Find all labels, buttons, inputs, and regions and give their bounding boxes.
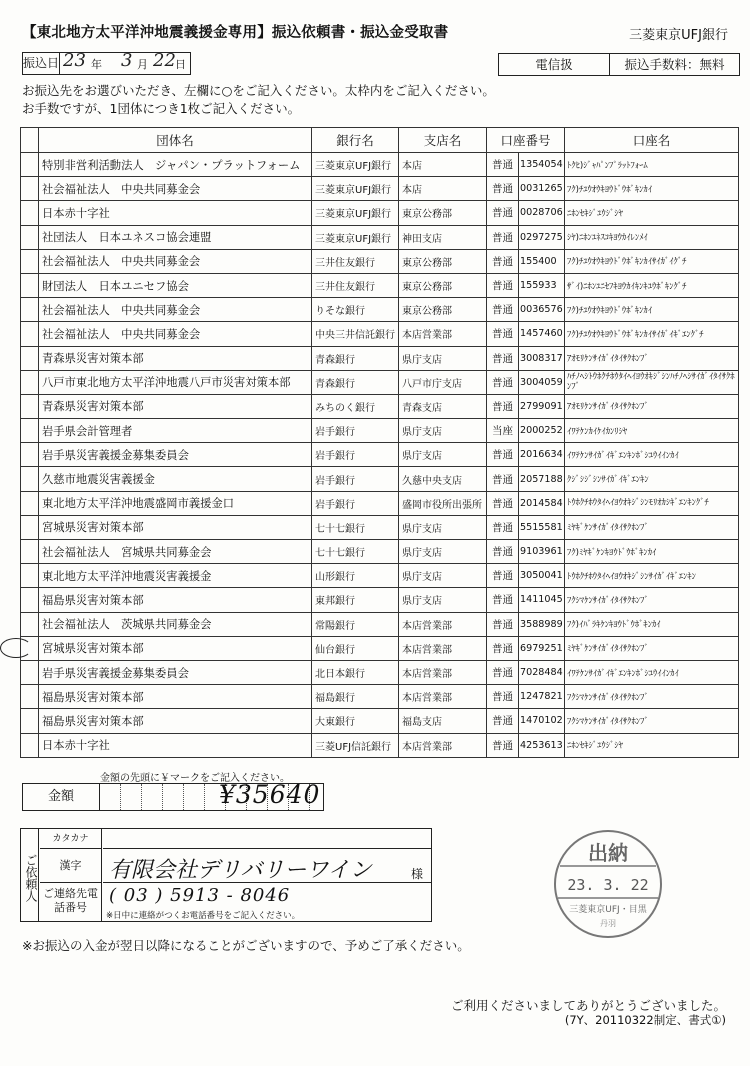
bank-name-cell: 三菱東京UFJ銀行 [312,153,399,177]
account-number-cell: 3050041 [519,564,565,588]
bank-name-cell: 大東銀行 [312,709,399,733]
fee-label: 振込手数料：無料 [624,57,725,72]
account-type-cell: 普通 [487,443,519,467]
org-name-cell: 東北地方太平洋沖地震盛岡市義援金口 [39,491,312,515]
stamp-bottom-text: 三菱東京UFJ・目黒 [569,905,647,915]
transfer-date-label: 振込日 [23,53,60,74]
bank-name-cell: 岩手銀行 [312,467,399,491]
kana-field[interactable] [103,829,431,849]
amount-digit-cell [142,784,163,810]
bank-name-cell: 三菱東京UFJ銀行 [312,201,399,225]
select-column-header [21,128,39,153]
amount-digit-cell [184,784,205,810]
month-handwritten: 3 [121,50,133,71]
account-name-cell: ﾊﾁﾉﾍｼﾄｳﾎｸﾁﾎｳﾀｲﾍｲﾖｳｵｷｼﾞｼﾝﾊﾁﾉﾍｼｻｲｶﾞｲﾀｲｻｸﾎﾝﾌﾞ [565,370,739,394]
table-row[interactable] [21,612,739,636]
select-cell[interactable] [21,394,39,418]
select-cell[interactable] [21,660,39,684]
account-type-cell: 普通 [487,322,519,346]
org-name-cell: 福島県災害対策本部 [39,588,312,612]
requester-side-label: ご依頼人 [21,829,39,921]
org-name-cell: 社会福祉法人 宮城県共同募金会 [39,540,312,564]
instruction-line-2: お手数ですが、1団体につき1枚ご記入ください。 [22,101,301,116]
table-row[interactable] [21,709,739,733]
account-name-cell: ｲﾜﾃｹﾝｶｲｹｲｶﾝﾘｼﾔ [565,419,739,443]
select-cell[interactable] [21,322,39,346]
account-name-cell: ｱｵﾓﾘｹﾝｻｲｶﾞｲﾀｲｻｸﾎﾝﾌﾞ [565,346,739,370]
org-name-cell: 青森県災害対策本部 [39,394,312,418]
form-title: 【東北地方太平洋沖地震義援金専用】振込依頼書・振込金受取書 [22,25,449,41]
requester-box [20,828,432,922]
account-type-cell: 普通 [487,153,519,177]
account-type-cell: 普通 [487,201,519,225]
org-name-cell: 日本赤十字社 [39,733,312,757]
bank-name-cell: 青森銀行 [312,370,399,394]
branch-name-cell: 東京公務部 [399,249,487,273]
branch-name-cell: 東京公務部 [399,273,487,297]
bank-name-cell: 七十七銀行 [312,515,399,539]
select-cell[interactable] [21,685,39,709]
select-cell[interactable] [21,201,39,225]
amount-digit-cell [163,784,184,810]
account-name-cell: ﾌｸｼﾏｹﾝｻｲｶﾞｲﾀｲｻｸﾎﾝﾌﾞ [565,685,739,709]
kanji-label: 漢字 [40,849,102,883]
branch-name-cell: 県庁支店 [399,588,487,612]
stamp-graphic [552,828,664,940]
select-cell[interactable] [21,733,39,757]
account-name-cell: ﾌｸｼﾏｹﾝｻｲｶﾞｲﾀｲｻｸﾎﾝﾌﾞ [565,588,739,612]
branch-name-cell: 東京公務部 [399,298,487,322]
org-name-cell: 久慈市地震災害義援金 [39,467,312,491]
select-cell[interactable] [21,491,39,515]
month-label: 月 [137,58,148,71]
account-type-cell: 普通 [487,564,519,588]
select-cell[interactable] [21,249,39,273]
select-cell[interactable] [21,273,39,297]
branch-name-cell: 県庁支店 [399,443,487,467]
account-number-cell: 0297275 [519,225,565,249]
org-name-cell: 社会福祉法人 中央共同募金会 [39,298,312,322]
day-handwritten: 22 [153,50,176,71]
branch-name-cell: 青森支店 [399,394,487,418]
table-row[interactable] [21,298,739,322]
account-number-cell: 1457460 [519,322,565,346]
account-name-cell: ﾆﾎﾝｾｷｼﾞﾕｳｼﾞｼﾔ [565,733,739,757]
table-row[interactable] [21,491,739,515]
account-name-cell: ﾌｸ)ﾁﾕｳｵｳｷﾖｳﾄﾞｳﾎﾞｷﾝｶｲ [565,298,739,322]
org-name-cell: 青森県災害対策本部 [39,346,312,370]
amount-digit-cell [100,784,121,810]
stamp-top-text: 出納 [588,841,628,865]
account-type-cell: 普通 [487,733,519,757]
account-type-cell: 普通 [487,709,519,733]
bank-name-cell: 岩手銀行 [312,419,399,443]
phone-note: ※日中に連絡がつくお電話番号をご記入ください。 [106,911,301,921]
branch-column-header: 支店名 [399,128,487,153]
account-type-cell: 普通 [487,467,519,491]
bank-name-cell: 青森銀行 [312,346,399,370]
account-type-cell: 普通 [487,491,519,515]
org-name-cell: 社会福祉法人 中央共同募金会 [39,249,312,273]
org-name-cell: 社会福祉法人 中央共同募金会 [39,177,312,201]
account-number-cell: 1247821 [519,685,565,709]
account-number-cell: 1354054 [519,153,565,177]
branch-name-cell: 本店営業部 [399,636,487,660]
account-name-cell: ｱｵﾓﾘｹﾝｻｲｶﾞｲﾀｲｻｸﾎﾝﾌﾞ [565,394,739,418]
select-cell[interactable] [21,443,39,467]
table-row[interactable] [21,515,739,539]
contact-label: ご連絡先電話番号 [40,883,102,921]
org-name-cell: 岩手県会計管理者 [39,419,312,443]
selection-circle-mark [0,638,32,658]
bank-name-cell: 北日本銀行 [312,660,399,684]
bank-name-cell: 常陽銀行 [312,612,399,636]
table-row[interactable] [21,443,739,467]
account-name-cell: ﾌｸｼﾏｹﾝｻｲｶﾞｲﾀｲｻｸﾎﾝﾌﾞ [565,709,739,733]
year-label: 年 [91,58,102,71]
account-type-cell: 普通 [487,273,519,297]
org-name-cell: 社会福祉法人 茨城県共同募金会 [39,612,312,636]
select-cell[interactable] [21,225,39,249]
branch-name-cell: 東京公務部 [399,201,487,225]
bank-name-cell: 三菱東京UFJ銀行 [312,225,399,249]
org-name-cell: 宮城県災害対策本部 [39,515,312,539]
org-name-cell: 福島県災害対策本部 [39,709,312,733]
account-type-cell: 普通 [487,298,519,322]
select-cell[interactable] [21,419,39,443]
amount-note: 金額の先頭に￥マークをご記入ください。 [100,773,290,784]
account-number-cell: 0031265 [519,177,565,201]
account-type-cell: 普通 [487,636,519,660]
kana-label: カタカナ [40,829,102,849]
table-row[interactable] [21,733,739,757]
transfer-date-box[interactable] [22,52,191,75]
account-number-cell: 0028706 [519,201,565,225]
branch-name-cell: 神田支店 [399,225,487,249]
select-cell[interactable] [21,298,39,322]
account-name-cell: ﾌｸ)ﾁﾕｳｵｳｷﾖｳﾄﾞｳﾎﾞｷﾝｶｲｻｲｶﾞｲｸﾞﾁ [565,249,739,273]
account-type-cell: 普通 [487,225,519,249]
account-type-cell: 普通 [487,685,519,709]
table-row[interactable] [21,636,739,660]
account-type-cell: 普通 [487,660,519,684]
branch-name-cell: 久慈中央支店 [399,467,487,491]
thanks-message: ご利用くださいましてありがとうございました。 [450,998,726,1013]
account-number-cell: 3004059 [519,370,565,394]
account-name-cell: ﾌｸ)ﾐﾔｷﾞｹﾝｷﾖｳﾄﾞｳﾎﾞｷﾝｶｲ [565,540,739,564]
bank-name-cell: 福島銀行 [312,685,399,709]
account-name-cell: ｲﾜﾃｹﾝｻｲｶﾞｲｷﾞｴﾝｷﾝﾎﾞｼﾕｳｲｲﾝｶｲ [565,443,739,467]
select-cell[interactable] [21,467,39,491]
table-row[interactable] [21,419,739,443]
bank-name-cell: 中央三井信託銀行 [312,322,399,346]
bank-name-cell: 三菱東京UFJ銀行 [312,177,399,201]
instructions [22,82,495,118]
account-name-cell: ﾄｳﾎｸﾁﾎｳﾀｲﾍｲﾖｳｵｷｼﾞｼﾝﾓﾘｵｶｼｷﾞｴﾝｷﾝｸﾞﾁ [565,491,739,515]
select-cell[interactable] [21,515,39,539]
table-row[interactable] [21,346,739,370]
account-number-cell: 3008317 [519,346,565,370]
branch-name-cell: 八戸市庁支店 [399,370,487,394]
branch-name-cell: 県庁支店 [399,419,487,443]
account-name-cell: ﾌｸ)ｲﾊﾞﾗｷｹﾝｷﾖｳﾄﾞｳﾎﾞｷﾝｶｲ [565,612,739,636]
table-row[interactable] [21,685,739,709]
bank-column-header: 銀行名 [312,128,399,153]
account-type-cell: 普通 [487,515,519,539]
select-cell[interactable] [21,588,39,612]
account-name-cell: ﾌｸ)ﾁﾕｳｵｳｷﾖｳﾄﾞｳﾎﾞｷﾝｶｲ [565,177,739,201]
bank-name-cell: 岩手銀行 [312,491,399,515]
account-number-cell: 5515581 [519,515,565,539]
account-number-cell: 0036576 [519,298,565,322]
account-number-cell: 155400 [519,249,565,273]
org-name-cell: 社会福祉法人 中央共同募金会 [39,322,312,346]
branch-name-cell: 県庁支店 [399,346,487,370]
year-handwritten: 23 [63,50,86,71]
org-name-cell: 岩手県災害義援金募集委員会 [39,443,312,467]
table-header-row [21,128,739,153]
account-number-cell: 2014584 [519,491,565,515]
day-label: 日 [175,58,186,71]
account-number-cell: 9103961 [519,540,565,564]
telegraphic-label: 電信扱 [499,54,610,75]
table-row[interactable] [21,225,739,249]
honorific-sama: 様 [410,867,423,881]
select-cell[interactable] [21,540,39,564]
bank-name-cell: 三井住友銀行 [312,249,399,273]
account-name-cell: ﾌｸ)ﾁﾕｳｵｳｷﾖｳﾄﾞｳﾎﾞｷﾝｶｲｻｲｶﾞｲｷﾞｴﾝｸﾞﾁ [565,322,739,346]
table-row[interactable] [21,540,739,564]
bank-name-cell: 東邦銀行 [312,588,399,612]
account-name-cell: ﾐﾔｷﾞｹﾝｻｲｶﾞｲﾀｲｻｸﾎﾝﾌﾞ [565,515,739,539]
account-name-cell: ｻﾞｲ)ﾆﾎﾝﾕﾆｾﾌｷﾖｳｶｲｷﾝｷﾕｳﾎﾞｷﾝｸﾞﾁ [565,273,739,297]
branch-name-cell: 県庁支店 [399,564,487,588]
account-type-cell: 普通 [487,177,519,201]
bank-name-cell: 三菱UFJ信託銀行 [312,733,399,757]
account-name-cell: ｲﾜﾃｹﾝｻｲｶﾞｲｷﾞｴﾝｷﾝﾎﾞｼﾕｳｲｲﾝｶｲ [565,660,739,684]
select-cell[interactable] [21,612,39,636]
bank-name-cell: みちのく銀行 [312,394,399,418]
branch-name-cell: 本店 [399,177,487,201]
amount-label: 金額 [23,784,100,810]
org-name-cell: 特別非営利活動法人 ジャパン・プラットフォーム [39,153,312,177]
table-row[interactable] [21,249,739,273]
table-row[interactable] [21,588,739,612]
bank-name-cell: 岩手銀行 [312,443,399,467]
deposit-note: ※お振込の入金が翌日以降になることがございますので、予めご了承ください。 [22,938,470,953]
account-type-cell: 普通 [487,588,519,612]
table-row[interactable] [21,564,739,588]
select-cell[interactable] [21,346,39,370]
table-row[interactable] [21,467,739,491]
org-name-cell: 日本赤十字社 [39,201,312,225]
table-row[interactable] [21,394,739,418]
table-row[interactable] [21,322,739,346]
bank-name: 三菱東京UFJ銀行 [629,28,728,43]
select-cell[interactable] [21,370,39,394]
fee-box [498,53,740,76]
account-number-cell: 155933 [519,273,565,297]
branch-name-cell: 本店営業部 [399,660,487,684]
bank-name-cell: りそな銀行 [312,298,399,322]
branch-name-cell: 本店営業部 [399,733,487,757]
cashier-stamp [552,828,664,940]
branch-name-cell: 本店営業部 [399,612,487,636]
account-type-cell: 普通 [487,346,519,370]
org-name-cell: 宮城県災害対策本部 [39,636,312,660]
bank-name-cell: 山形銀行 [312,564,399,588]
account-number-cell: 4253613 [519,733,565,757]
org-name-cell: 岩手県災害義援金募集委員会 [39,660,312,684]
account-number-cell: 6979251 [519,636,565,660]
bank-name-cell: 三井住友銀行 [312,273,399,297]
stamp-footer-text: 丹羽 [600,919,616,928]
account-number-cell: 2016634 [519,443,565,467]
bank-name-cell: 仙台銀行 [312,636,399,660]
org-name-cell: 福島県災害対策本部 [39,685,312,709]
account-number-cell: 1411045 [519,588,565,612]
account-name-cell: ﾆﾎﾝｾｷｼﾞﾕｳｼﾞｼﾔ [565,201,739,225]
account-type-cell: 普通 [487,394,519,418]
account-name-cell: ﾄｸﾋ)ｼﾞｬﾊﾟﾝﾌﾟﾗｯﾄﾌｫｰﾑ [565,153,739,177]
org-name-cell: 八戸市東北地方太平洋沖地震八戸市災害対策本部 [39,370,312,394]
account-name-cell: ﾄｳﾎｸﾁﾎｳﾀｲﾍｲﾖｳｵｷｼﾞｼﾝｻｲｶﾞｲｷﾞｴﾝｷﾝ [565,564,739,588]
amount-digit-cell [121,784,142,810]
table-row[interactable] [21,660,739,684]
account-type-cell: 当座 [487,419,519,443]
account-number-cell: 2000252 [519,419,565,443]
branch-name-cell: 県庁支店 [399,515,487,539]
account-number-cell: 2057188 [519,467,565,491]
select-cell[interactable] [21,153,39,177]
branch-name-cell: 本店営業部 [399,685,487,709]
amount-box[interactable] [22,780,324,811]
table-row[interactable] [21,273,739,297]
account-number-cell: 2799091 [519,394,565,418]
org-column-header: 団体名 [39,128,312,153]
requester-name-handwritten: 有限会社デリバリーワイン [109,858,372,883]
stamp-date-text: 23. 3. 22 [567,876,649,894]
select-cell[interactable] [21,709,39,733]
account-name-cell: ｸｼﾞｼｼﾞｼﾝｻｲｶﾞｲｷﾞｴﾝｷﾝ [565,467,739,491]
account-number-cell: 3588989 [519,612,565,636]
branch-name-cell: 本店営業部 [399,322,487,346]
form-code: (7Y、20110322制定、書式①) [564,1013,726,1027]
account-number-column-header: 口座番号 [487,128,565,153]
account-number-cell: 1470102 [519,709,565,733]
bank-name-cell: 七十七銀行 [312,540,399,564]
account-type-cell: 普通 [487,249,519,273]
branch-name-cell: 県庁支店 [399,540,487,564]
table-row[interactable] [21,153,739,177]
org-name-cell: 社団法人 日本ユネスコ協会連盟 [39,225,312,249]
account-type-cell: 普通 [487,370,519,394]
account-name-cell: ﾐﾔｷﾞｹﾝｻｲｶﾞｲﾀｲｻｸﾎﾝﾌﾞ [565,636,739,660]
account-type-cell: 普通 [487,540,519,564]
select-cell[interactable] [21,177,39,201]
org-name-cell: 財団法人 日本ユニセフ協会 [39,273,312,297]
table-row[interactable] [21,201,739,225]
phone-handwritten: ( 03 ) 5913 - 8046 [109,885,291,906]
recipient-table [20,127,739,758]
table-row[interactable] [21,177,739,201]
account-number-cell: 7028484 [519,660,565,684]
table-row[interactable] [21,370,739,394]
amount-handwritten: ¥35640 [219,780,321,809]
org-name-cell: 東北地方太平洋沖地震災害義援金 [39,564,312,588]
branch-name-cell: 盛岡市役所出張所 [399,491,487,515]
branch-name-cell: 本店 [399,153,487,177]
instruction-line-1: お振込先をお選びいただき、左欄に○をご記入ください。太枠内をご記入ください。 [22,83,495,98]
account-type-cell: 普通 [487,612,519,636]
account-name-cell: ｼﾔ)ﾆﾎﾝﾕﾈｽｺｷﾖｳｶｲﾚﾝﾒｲ [565,225,739,249]
select-cell[interactable] [21,564,39,588]
branch-name-cell: 福島支店 [399,709,487,733]
account-name-column-header: 口座名 [565,128,739,153]
